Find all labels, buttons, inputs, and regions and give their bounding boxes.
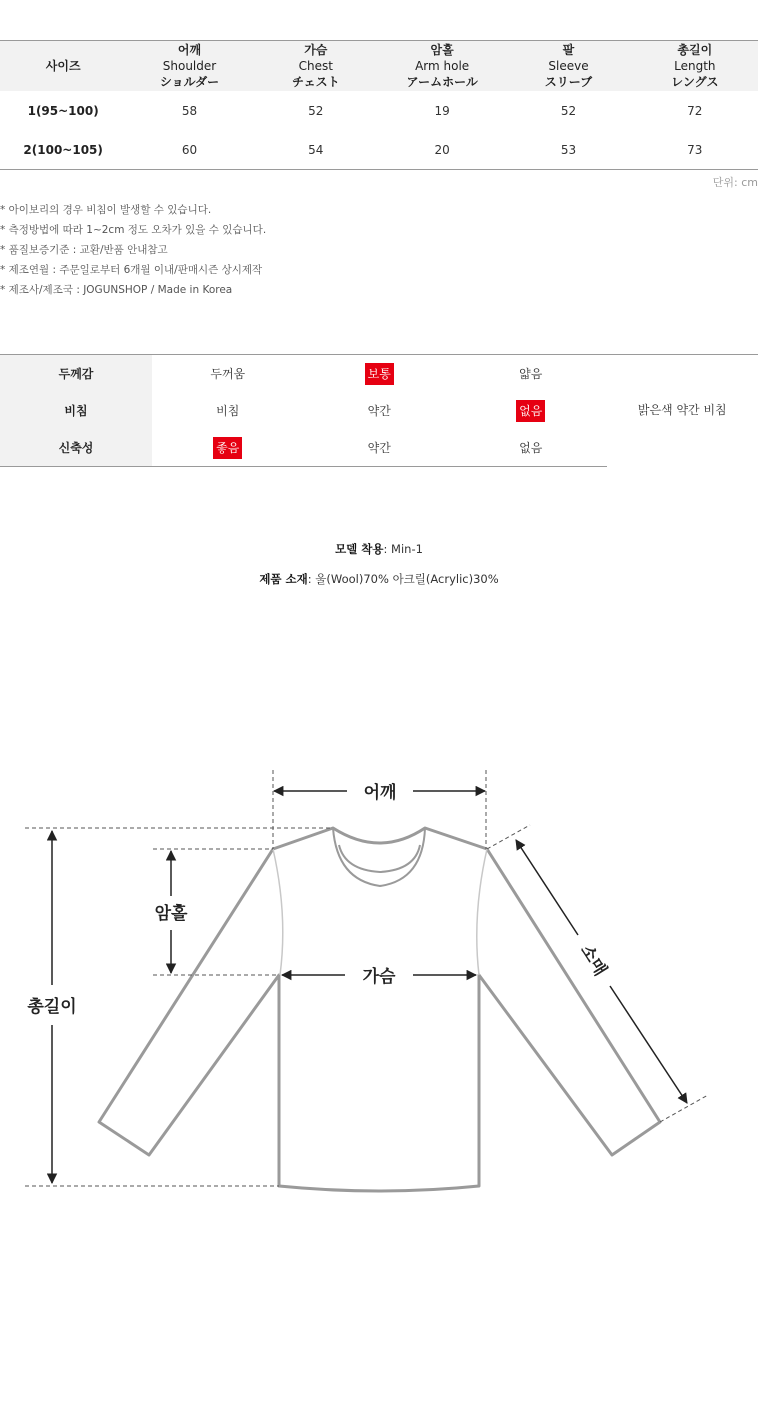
- chest-header-cell: 가슴 Chest チェスト: [253, 41, 379, 92]
- armhole-label: 암홀: [154, 904, 188, 924]
- option-text: 비침: [216, 404, 240, 418]
- material-value: : 울(Wool)70% 아크릴(Acrylic)30%: [307, 572, 499, 586]
- unit-label: 단위: cm: [712, 176, 758, 189]
- size-header-cell: 사이즈: [0, 41, 126, 92]
- length-cell: 72: [687, 103, 703, 118]
- shoulder-cell: 58: [181, 103, 198, 118]
- option-text: 얇음: [519, 367, 543, 381]
- length-label: 총길이: [27, 997, 77, 1017]
- selected-option-badge: 좋음: [213, 437, 242, 459]
- sleeve-measure: [516, 840, 687, 1103]
- length-measure: [27, 831, 76, 1183]
- shoulder-measure: [274, 782, 485, 803]
- armhole-measure: [155, 851, 188, 973]
- sleeve-cell: 53: [505, 130, 631, 170]
- chest-label: 가슴: [362, 967, 396, 987]
- size-cell: 2(100~105): [0, 130, 126, 170]
- armhole-cell: 19: [434, 103, 450, 118]
- note-item: * 품질보증기준 : 교환/반품 안내참고: [0, 244, 168, 256]
- sheerness-label: 비침: [0, 392, 152, 429]
- option-text: 두꺼움: [210, 367, 246, 381]
- note-item: * 측정방법에 따라 1~2cm 정도 오차가 있을 수 있습니다.: [0, 224, 267, 236]
- size-cell: 1(95~100): [27, 103, 99, 118]
- sleeve-header-cell: 팔 Sleeve スリーブ: [505, 41, 631, 92]
- model-value: : Min-1: [383, 542, 423, 556]
- sleeve-cell: 52: [560, 103, 577, 118]
- model-label: 모델 착용: [335, 542, 384, 556]
- chest-cell: 52: [308, 103, 324, 118]
- sweater-outline: [99, 828, 660, 1191]
- chest-measure: [282, 966, 476, 987]
- note-item: * 아이보리의 경우 비침이 발생할 수 있습니다.: [0, 204, 212, 216]
- shoulder-label: 어깨: [363, 783, 397, 803]
- length-cell: 73: [632, 130, 758, 170]
- note-item: * 제조연월 : 주문일로부터 6개월 이내/판매시즌 상시제작: [0, 264, 263, 276]
- thickness-label: 두께감: [0, 355, 152, 393]
- chest-cell: 54: [253, 130, 379, 170]
- fabric-note: 밝은색 약간 비침: [607, 355, 758, 467]
- armhole-cell: 20: [379, 130, 505, 170]
- sleeve-label: 소매: [575, 941, 611, 980]
- option-text: 약간: [367, 404, 391, 418]
- shoulder-cell: 60: [126, 130, 252, 170]
- material-label: 제품 소재: [259, 572, 308, 586]
- option-text: 없음: [519, 441, 543, 455]
- note-item: * 제조사/제조국 : JOGUNSHOP / Made in Korea: [0, 284, 233, 296]
- armhole-header-cell: 암홀 Arm hole アームホール: [379, 41, 505, 92]
- stretch-label: 신축성: [0, 429, 152, 467]
- shoulder-header-cell: 어깨 Shoulder ショルダー: [126, 41, 252, 92]
- selected-option-badge: 없음: [516, 400, 545, 422]
- option-text: 약간: [367, 441, 391, 455]
- length-header-cell: 총길이 Length レングス: [632, 41, 758, 92]
- selected-option-badge: 보통: [365, 363, 394, 385]
